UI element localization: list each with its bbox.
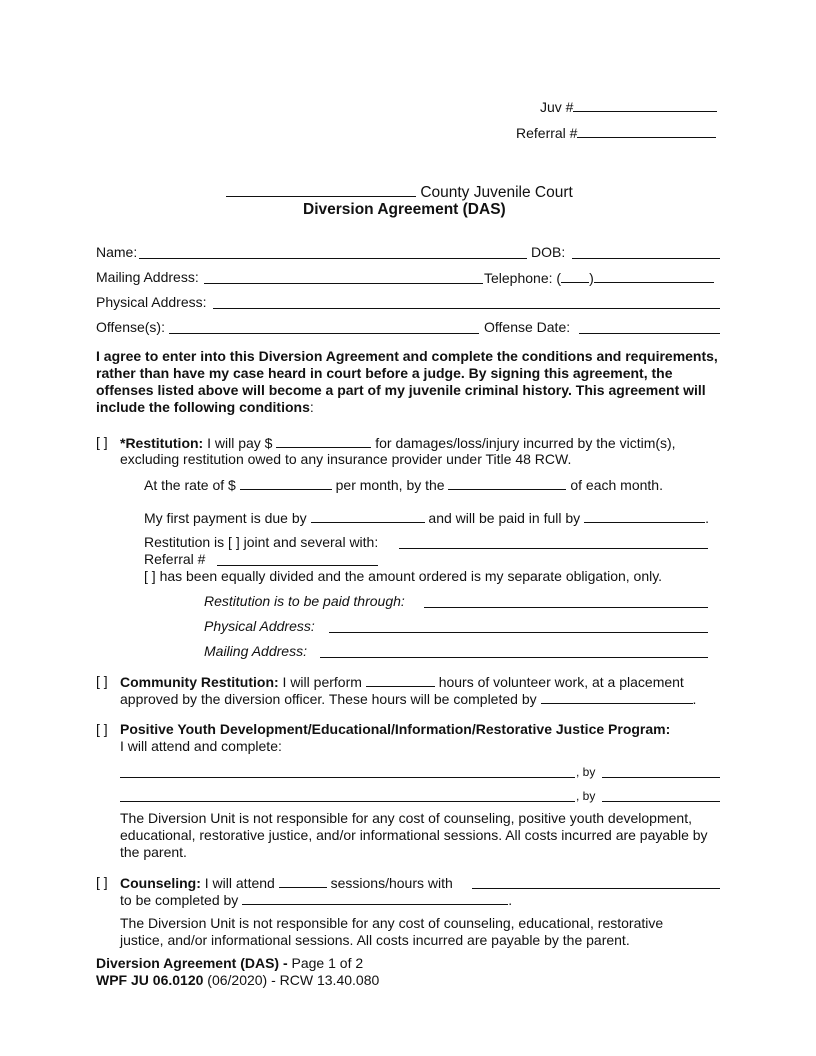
physical-address-label: Physical Address: [96, 294, 207, 310]
telephone-field [484, 269, 714, 287]
community-perform-text: I will perform [282, 674, 362, 690]
joint-several-checkbox[interactable]: [ ] [228, 534, 240, 550]
rate-text: At the rate of $ [144, 477, 236, 493]
program-2-by: , by [576, 789, 596, 803]
payee-physical-address-text: Physical Address: [204, 618, 315, 634]
paid-through-blank[interactable] [424, 607, 708, 608]
joint-several-blank[interactable] [399, 548, 708, 549]
counseling-checkbox[interactable]: [ ] [96, 874, 108, 890]
telephone-close: ) [589, 270, 594, 286]
counseling-attend-text: I will attend [204, 875, 275, 891]
joint-several-text: joint and several with: [243, 534, 379, 550]
footer-form-rest: (06/2020) - RCW 13.40.080 [207, 972, 380, 988]
program-disclaimer: The Diversion Unit is not responsible for any cost of counseling, positive youth development, educational, restorative justice, and/or informational sessions. All costs incurred are payable by the parent. [120, 810, 708, 860]
counseling-heading: Counseling: [120, 875, 201, 891]
page-title: Diversion Agreement (DAS) [303, 201, 506, 218]
county-blank[interactable] [226, 183, 416, 197]
first-payment-period: . [705, 510, 709, 526]
per-month-text: per month, by the [335, 477, 445, 493]
dob-label: DOB: [531, 244, 566, 260]
monthly-amount-blank[interactable] [240, 476, 332, 490]
offense-date-label: Offense Date: [484, 319, 571, 335]
program-2-blank[interactable] [120, 801, 575, 802]
program-heading [120, 721, 670, 738]
joint-text: Restitution is [144, 534, 225, 550]
footer-page-line [96, 955, 363, 972]
restitution-line-2: excluding restitution owed to any insurance provider under Title 48 RCW. [120, 451, 572, 467]
agreement-intro [96, 348, 721, 416]
name-label: Name: [96, 244, 138, 260]
program-1-blank[interactable] [120, 777, 575, 778]
restitution-pay-text: I will pay $ [207, 435, 273, 451]
community-hours-text: hours of volunteer work, at a placement [438, 674, 684, 690]
restitution-rate-line [144, 476, 663, 494]
referral-number-field [516, 124, 716, 142]
program-2-date-blank[interactable] [602, 801, 720, 802]
community-completion-blank[interactable] [541, 690, 693, 704]
counseling-disclaimer: The Diversion Unit is not responsible for any cost of counseling, educational, restorative justice, and/or informational sessions. All costs incurred are payable by the parent. [120, 915, 664, 948]
physical-address-blank[interactable] [213, 308, 720, 309]
paid-through-label [204, 593, 405, 610]
counseling-period: . [508, 892, 513, 908]
restitution-referral-blank[interactable] [217, 565, 378, 566]
community-period: . [692, 691, 697, 707]
payee-physical-address-blank[interactable] [329, 632, 708, 633]
paid-in-full-date-blank[interactable] [584, 509, 705, 523]
community-approved-text: approved by the diversion officer. These hours will be completed by [120, 691, 537, 707]
dob-blank[interactable] [572, 258, 720, 259]
counseling-provider-blank[interactable] [472, 888, 720, 889]
referral-number-label: Referral # [516, 125, 578, 141]
restitution-checkbox[interactable]: [ ] [96, 434, 108, 450]
community-checkbox[interactable]: [ ] [96, 673, 108, 689]
restitution-line-1 [120, 434, 676, 452]
court-title [226, 183, 573, 201]
first-payment-line [144, 509, 709, 527]
counseling-sessions-blank[interactable] [279, 874, 327, 888]
paid-through-text: Restitution is to be paid through: [204, 593, 405, 609]
volunteer-hours-blank[interactable] [366, 673, 435, 687]
day-of-month-blank[interactable] [448, 476, 566, 490]
divided-checkbox[interactable]: [ ] [144, 568, 156, 584]
counseling-completion-blank[interactable] [242, 891, 508, 905]
name-blank[interactable] [139, 258, 527, 259]
counseling-line-1 [120, 874, 453, 892]
restitution-referral-label: Referral # [144, 551, 206, 567]
each-month-text: of each month. [570, 477, 663, 493]
telephone-blank[interactable] [594, 269, 714, 283]
program-checkbox[interactable]: [ ] [96, 721, 108, 737]
juv-number-label: Juv # [540, 99, 574, 115]
payee-physical-address-label [204, 618, 315, 635]
payee-mailing-address-label [204, 643, 307, 660]
community-line-1 [120, 673, 684, 691]
footer-form-line [96, 972, 379, 989]
program-attend-text: I will attend and complete: [120, 738, 282, 754]
referral-number-blank[interactable] [577, 124, 716, 138]
juv-number-blank[interactable] [573, 98, 717, 112]
joint-several-line [144, 534, 378, 551]
offenses-blank[interactable] [169, 333, 479, 334]
footer-form-name: Diversion Agreement (DAS) - [96, 955, 288, 971]
divided-text: has been equally divided and the amount ordered is my separate obligation, only. [159, 568, 663, 584]
paid-in-full-text: and will be paid in full by [428, 510, 581, 526]
payee-mailing-address-blank[interactable] [320, 657, 708, 658]
restitution-heading: *Restitution: [120, 435, 204, 451]
payee-mailing-address-text: Mailing Address: [204, 643, 307, 659]
juv-number-field [540, 98, 717, 116]
counseling-sessions-text: sessions/hours with [330, 875, 453, 891]
first-payment-date-blank[interactable] [311, 509, 425, 523]
program-heading-text: Positive Youth Development/Educational/Information/Restorative Justice Program: [120, 721, 671, 737]
telephone-label: Telephone: ( [484, 270, 562, 286]
agreement-intro-text: I agree to enter into this Diversion Agreement and complete the conditions and requirements, rather than have my case heard in court before a judge. By signing this agreement, the offenses listed above will become a part of my juvenile criminal history. This agreement will include the following conditions [96, 348, 718, 415]
community-heading: Community Restitution: [120, 674, 279, 690]
community-line-2 [120, 690, 696, 708]
restitution-amount-blank[interactable] [276, 434, 371, 448]
footer-page-number: Page 1 of 2 [291, 955, 364, 971]
footer-form-number: WPF JU 06.0120 [96, 972, 204, 988]
counseling-completed-text: to be completed by [120, 892, 239, 908]
agreement-intro-colon: : [309, 399, 314, 415]
offenses-label: Offense(s): [96, 319, 165, 335]
court-name: County Juvenile Court [420, 184, 573, 201]
restitution-damages-text: for damages/loss/injury incurred by the victim(s), [375, 435, 676, 451]
offense-date-blank[interactable] [579, 333, 720, 334]
counseling-line-2 [120, 891, 512, 909]
program-1-by: , by [576, 765, 596, 779]
program-1-date-blank[interactable] [602, 777, 720, 778]
divided-line [144, 568, 662, 585]
mailing-address-label: Mailing Address: [96, 269, 199, 285]
first-payment-text: My first payment is due by [144, 510, 307, 526]
mailing-address-blank[interactable] [204, 283, 483, 284]
area-code-blank[interactable] [561, 269, 589, 283]
